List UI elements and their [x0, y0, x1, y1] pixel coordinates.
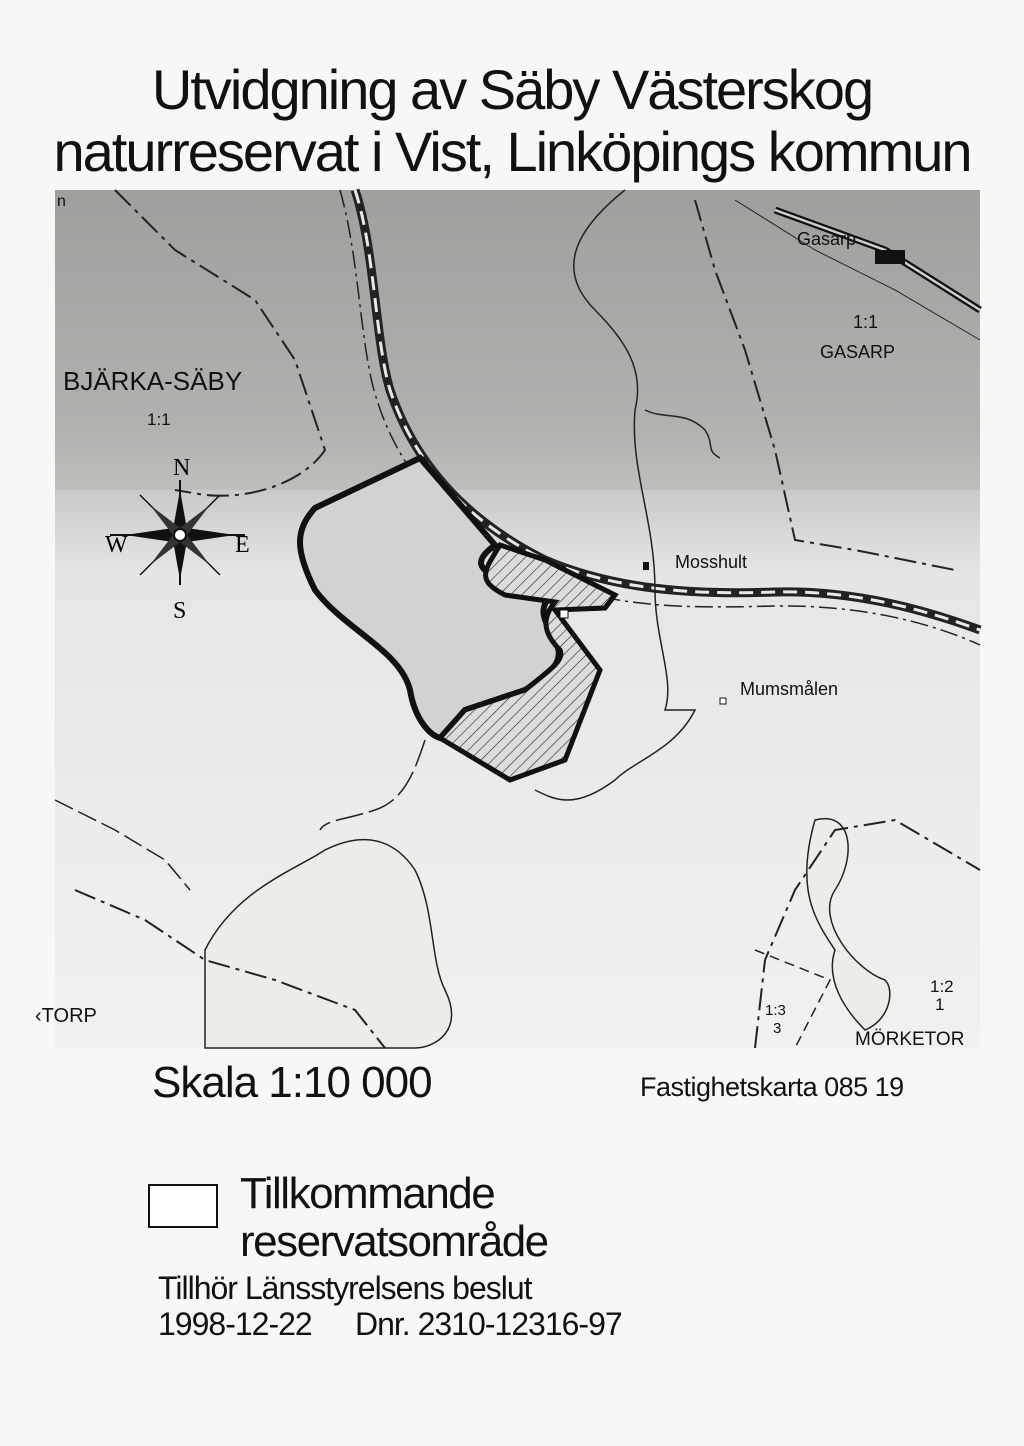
decision-text: Tillhör Länsstyrelsens beslut — [158, 1270, 532, 1306]
label-parcel-13: 1:3 — [765, 1002, 786, 1019]
label-parcel-12: 1:2 — [930, 977, 954, 996]
label-parcel-12-sub: 1 — [935, 995, 945, 1014]
label-corner-n: n — [57, 193, 66, 210]
label-mumsmalen: Mumsmålen — [740, 679, 839, 699]
compass-n: N — [173, 455, 191, 481]
label-gasarp: Gasarp — [797, 229, 857, 249]
label-bjarka-saby-parcel: 1:1 — [147, 410, 171, 429]
map-title-line2: naturreservat i Vist, Linköpings kommun — [53, 120, 971, 183]
decision-date: 1998-12-22 — [158, 1306, 312, 1342]
label-morketorp: MÖRKETOR — [855, 1029, 965, 1050]
building-mosshult — [643, 562, 649, 570]
scale-label: Skala 1:10 000 — [152, 1058, 432, 1107]
compass-w: W — [105, 532, 128, 558]
legend-swatch — [148, 1184, 218, 1228]
building-reserve — [560, 610, 568, 618]
legend-label-line1: Tillkommande — [240, 1169, 495, 1218]
label-gasarp-parcel: 1:1 — [853, 312, 879, 332]
legend-label-line2: reservatsområde — [240, 1217, 548, 1266]
building-mumsmalen — [720, 698, 726, 704]
label-bjarka-saby: BJÄRKA-SÄBY — [63, 366, 243, 396]
label-mosshult: Mosshult — [675, 552, 748, 572]
label-parcel-13-sub: 3 — [773, 1020, 782, 1037]
compass-s: S — [173, 598, 187, 624]
label-gasarp-caps: GASARP — [820, 342, 896, 362]
map-sheet-label: Fastighetskarta 085 19 — [640, 1072, 904, 1102]
building-gasarp — [875, 250, 905, 264]
map-title-line1: Utvidgning av Säby Västerskog — [151, 58, 873, 121]
compass-e: E — [235, 532, 250, 558]
label-torp: ‹TORP — [35, 1005, 97, 1027]
decision-dnr: Dnr. 2310-12316-97 — [355, 1306, 622, 1342]
reserve-map — [35, 190, 980, 1050]
